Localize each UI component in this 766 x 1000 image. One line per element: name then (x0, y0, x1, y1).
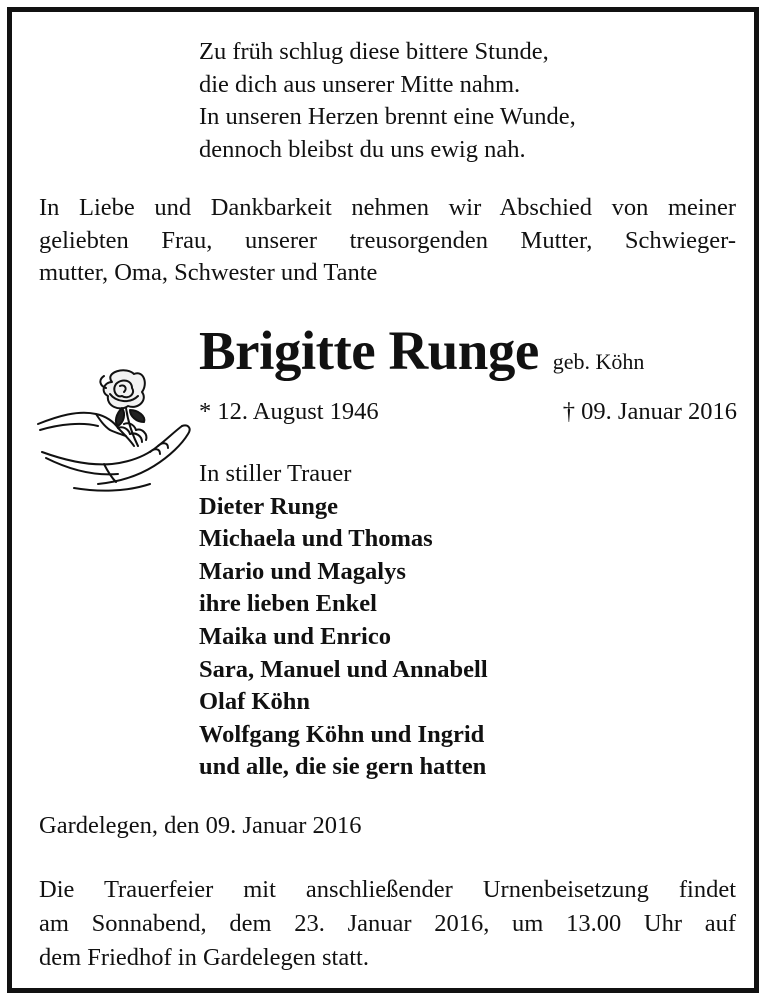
life-dates (199, 396, 737, 428)
service-line: am Sonnabend, dem 23. Januar 2016, um 13.00 Uhr auf (39, 910, 736, 937)
poem-line: Zu früh schlug diese bittere Stunde, (199, 38, 549, 65)
mourner-name: ihre lieben Enkel (199, 590, 377, 618)
service-line: Die Trauerfeier mit anschließender Urnenbeisetzung findet (39, 876, 736, 903)
funeral-service-notice (39, 873, 736, 975)
death-date: † 09. Januar 2016 (562, 398, 737, 425)
mourner-name: Sara, Manuel und Annabell (199, 655, 488, 683)
intro-line: In Liebe und Dankbarkeit nehmen wir Abschied von meiner (39, 194, 736, 221)
poem-line: In unseren Herzen brennt eine Wunde, (199, 103, 576, 130)
poem-line: die dich aus unserer Mitte nahm. (199, 70, 521, 98)
mourner-name: Olaf Köhn (199, 688, 310, 716)
place-and-date: Gardelegen, den 09. Januar 2016 (39, 812, 362, 839)
service-line: dem Friedhof in Gardelegen statt. (39, 944, 369, 971)
mourner-name: Dieter Runge (199, 492, 339, 520)
intro-line: geliebten Frau, unserer treusorgenden Mutter, Schwieger- (39, 226, 736, 254)
intro-line: mutter, Oma, Schwester und Tante (39, 259, 378, 286)
maiden-name: geb. Köhn (552, 349, 645, 374)
mourner-name: und alle, die sie gern hatten (199, 753, 487, 781)
deceased-name: Brigitte Runge (199, 320, 539, 381)
mourner-name: Maika und Enrico (199, 622, 391, 650)
mourner-name: Michaela und Thomas (199, 525, 433, 553)
deceased-name-row (199, 316, 644, 386)
mourners-list (199, 458, 488, 784)
poem-line: dennoch bleibst du uns ewig nah. (199, 135, 526, 163)
rose-in-hands-icon (34, 364, 196, 502)
farewell-intro (39, 192, 736, 290)
mourner-name: Mario und Magalys (199, 557, 406, 585)
birth-date: * 12. August 1946 (199, 398, 379, 425)
mourning-lead: In stiller Trauer (199, 460, 352, 487)
poem (199, 36, 576, 166)
mourner-name: Wolfgang Köhn und Ingrid (199, 720, 485, 748)
obituary-frame (7, 7, 759, 993)
